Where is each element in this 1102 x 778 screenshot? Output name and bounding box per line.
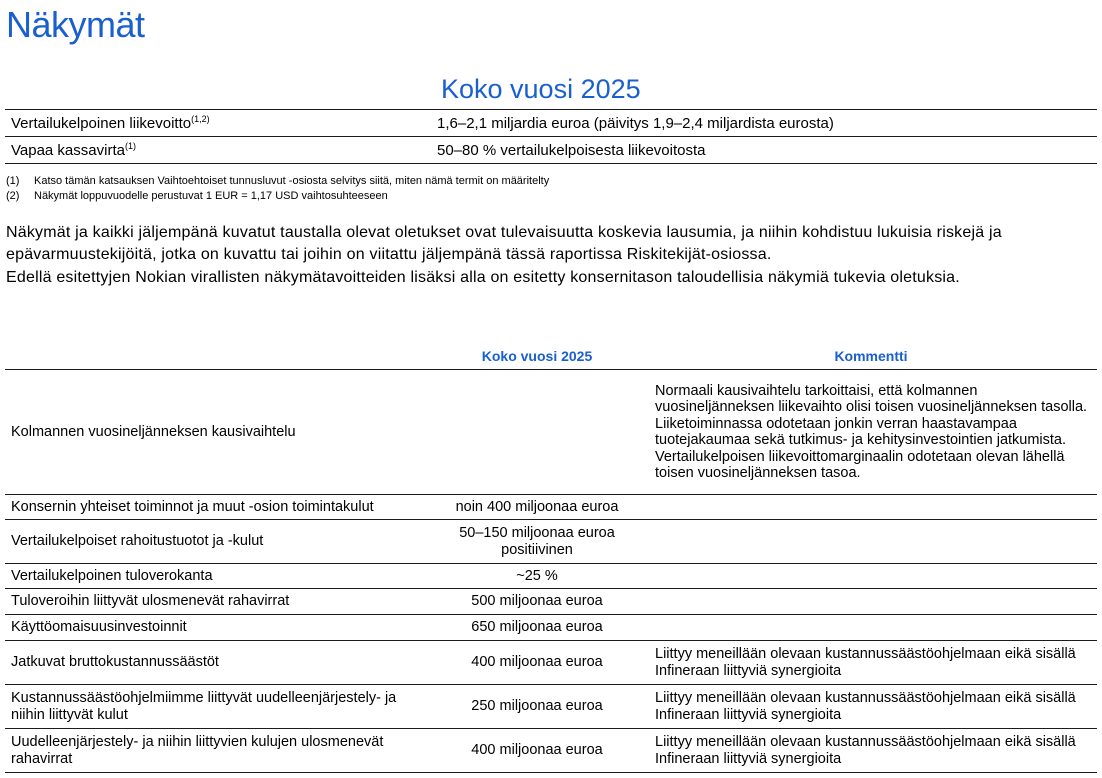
footnote-ref: (1,2) [191, 113, 210, 124]
table-row [5, 685, 1097, 729]
table-row [5, 495, 1097, 520]
intro-paragraph: Edellä esitettyjen Nokian virallisten näkymätavoitteiden lisäksi alla on esitetty konsernitason taloudellisia näkymiä tukevia oletuksia. [6, 269, 960, 286]
column-header [5, 343, 429, 370]
row-value: noin 400 miljoonaa euroa [429, 495, 645, 520]
table-row [5, 589, 1097, 615]
table-row [5, 615, 1097, 641]
row-label: Jatkuvat bruttokustannussäästöt [5, 641, 429, 685]
disclaimer-paragraph: Näkymät ja kaikki jäljempänä kuvatut taustalla olevat oletukset ovat tulevaisuutta koskevia lausumia, ja niihin kohdistuu lukuisia riskejä ja epävarmuustekijöitä, jotka on kuvattu tai joihin on viitattu jäljempänä tässä raportissa Riskitekijät-osiossa. [6, 224, 1002, 263]
row-label: Kustannussäästöohjelmiimme liittyvät uudelleenjärjestely- ja niihin liittyvät kulut [5, 685, 429, 729]
table-row [5, 110, 1097, 137]
outlook-label: Vertailukelpoinen liikevoitto$^{(1,2)}$ [5, 110, 435, 137]
row-value: 400 miljoonaa euroa [429, 641, 645, 685]
outlook-value: 1,6–2,1 miljardia euroa (päivitys 1,9–2,4 miljardista eurosta) [435, 110, 1097, 137]
column-header-comment: Kommentti [645, 343, 1097, 370]
row-comment: Liittyy meneillään olevaan kustannussäästöohjelmaan eikä sisällä Infineraan liittyviä synergioita [645, 685, 1097, 729]
table-row [5, 564, 1097, 589]
row-value: ~25 % [429, 564, 645, 589]
row-comment [645, 615, 1097, 641]
row-value: 500 miljoonaa euroa [429, 589, 645, 615]
row-value: 400 miljoonaa euroa [429, 729, 645, 773]
page-title: Näkymät [6, 4, 145, 45]
table-row [5, 137, 1097, 164]
footnote-ref: (1) [124, 140, 136, 151]
outlook-value: 50–80 % vertailukelpoisesta liikevoitosta [435, 137, 1097, 164]
assumptions-table [5, 343, 1097, 773]
row-value: 250 miljoonaa euroa [429, 685, 645, 729]
table-row [5, 520, 1097, 564]
outlook-table-header: Koko vuosi 2025 [441, 74, 641, 104]
row-comment [645, 495, 1097, 520]
outlook-table [5, 109, 1097, 164]
row-label: Uudelleenjärjestely- ja niihin liittyvien kulujen ulosmenevät rahavirrat [5, 729, 429, 773]
row-comment [645, 520, 1097, 564]
row-label: Kolmannen vuosineljänneksen kausivaihtelu [5, 370, 429, 495]
column-header-year: Koko vuosi 2025 [429, 343, 645, 370]
row-comment: Normaali kausivaihtelu tarkoittaisi, että kolmannen vuosineljänneksen liikevaihto olisi toisen vuosineljänneksen tasolla. Liiketoiminnassa odotetaan jonkin verran haastavampaa tuotejakaumaa sekä tutkimus- ja kehitysinvestointien jatkumista. Vertailukelpoisen liikevoittomarginaalin odotetaan olevan lähellä toisen vuosineljänneksen tasoa. [645, 370, 1097, 495]
row-label: Vertailukelpoiset rahoitustuotot ja -kulut [5, 520, 429, 564]
table-header-row [5, 343, 1097, 370]
footnote: (2) Näkymät loppuvuodelle perustuvat 1 EUR = 1,17 USD vaihtosuhteeseen [6, 190, 388, 202]
row-label: Vertailukelpoinen tuloverokanta [5, 564, 429, 589]
row-value: 650 miljoonaa euroa [429, 615, 645, 641]
row-comment [645, 589, 1097, 615]
row-comment: Liittyy meneillään olevaan kustannussäästöohjelmaan eikä sisällä Infineraan liittyviä synergioita [645, 641, 1097, 685]
footnote: (1) Katso tämän katsauksen Vaihtoehtoiset tunnusluvut -osiosta selvitys siitä, miten nämä termit on määritelty [6, 175, 550, 187]
row-value [429, 370, 645, 495]
row-label: Tuloveroihin liittyvät ulosmenevät rahavirrat [5, 589, 429, 615]
row-value: 50–150 miljoonaa euroa positiivinen [429, 520, 645, 564]
row-label: Käyttöomaisuusinvestoinnit [5, 615, 429, 641]
row-label: Konsernin yhteiset toiminnot ja muut -osion toimintakulut [5, 495, 429, 520]
table-row [5, 641, 1097, 685]
table-row [5, 729, 1097, 773]
table-row [5, 370, 1097, 495]
row-comment [645, 564, 1097, 589]
row-comment: Liittyy meneillään olevaan kustannussäästöohjelmaan eikä sisällä Infineraan liittyviä synergioita [645, 729, 1097, 773]
outlook-label: Vapaa kassavirta$^{(1)}$ [5, 137, 435, 164]
